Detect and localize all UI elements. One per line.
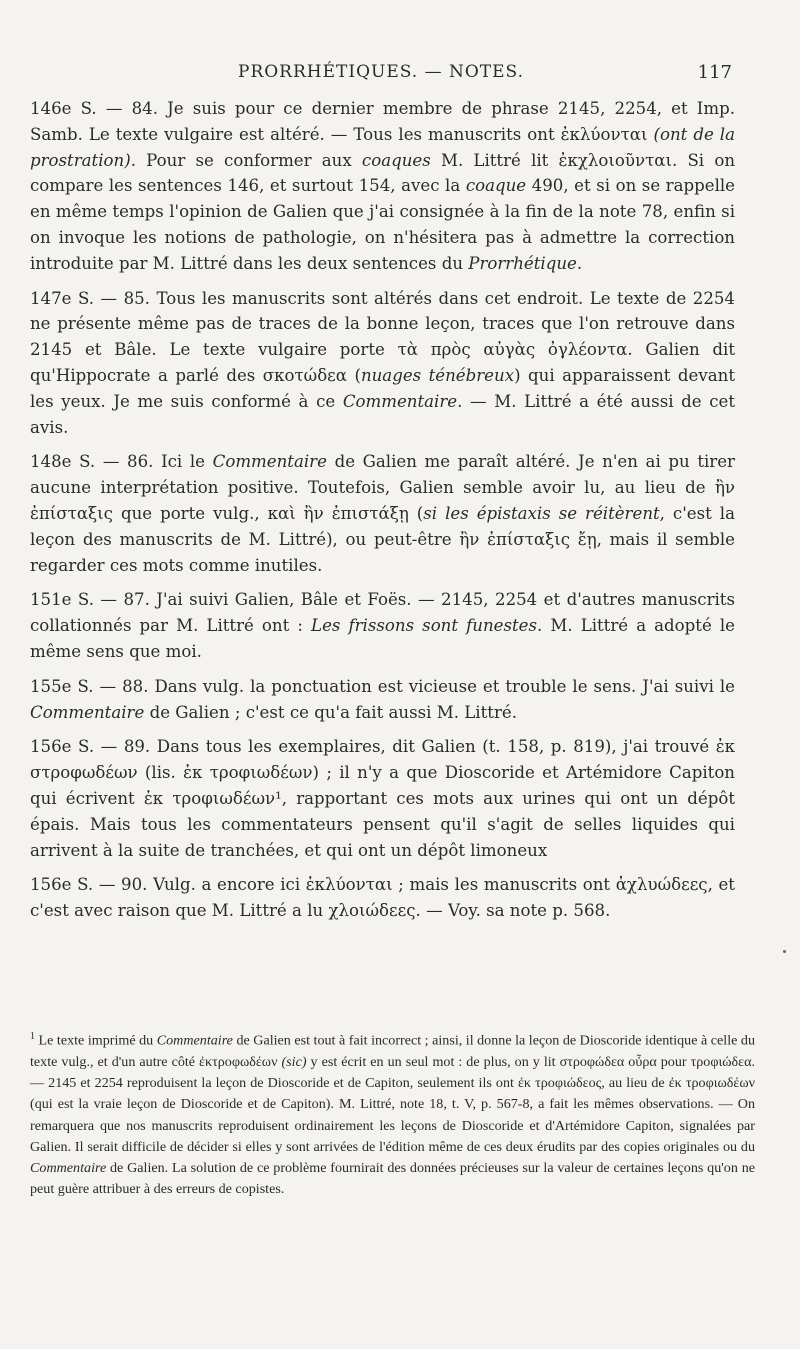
- italic-text: Commentaire: [30, 702, 145, 722]
- italic-text: Commentaire: [156, 1032, 233, 1049]
- page-header: [30, 62, 732, 86]
- note-87: [30, 587, 735, 664]
- text-run: Vulg. a encore ici ἐκλύονται ; mais les manuscrits ont ἀχλυώδεες, et c'est avec raison que M. Littré a lu χλοιώδεες. — Voy. sa note p. 568.: [30, 875, 735, 921]
- note-84: [30, 96, 735, 277]
- text-run: .: [576, 253, 583, 273]
- text-run: ) qui apparaissent devant les yeux. Je me suis conformé à ce: [30, 365, 735, 411]
- text-run: . — M. Littré a été aussi de cet avis.: [30, 391, 735, 437]
- note-reference: 156e S. — 90.: [30, 875, 148, 895]
- text-run: , c'est la leçon des manuscrits de M. Littré), ou peut-être ἢν ἐπίσταξις ἔῃ, mais il semble regarder ces mots comme inutiles.: [30, 503, 735, 575]
- note-90: [30, 872, 735, 924]
- text-run: . M. Littré a adopté le même sens que moi.: [30, 616, 735, 661]
- note-reference: 146e S. — 84.: [30, 99, 158, 118]
- text-run: de Galien. La solution de ce problème fournirait des données précieuses sur la valeur de certaines leçons qu'on ne peut guère attribuer à des erreurs de copistes.: [30, 1159, 755, 1198]
- text-run: de Galien est tout à fait incorrect ; ainsi, il donne la leçon de Dioscoride identique à celle du texte vulg., et d'un autre côté ἐκτροφωδέων: [30, 1032, 755, 1070]
- text-run: Tous les manuscrits sont altérés dans cet endroit. Le texte de 2254 ne présente même pas de traces de la bonne leçon, traces que l'on retrouve dans 2145 et Bâle. Le texte vulgaire porte τὰ πρὸς αὐγὰς ὀγλέοντα. Galien dit qu'Hippocrate a parlé des σκοτώδεα (: [30, 288, 735, 385]
- italic-text: nuages ténébreux: [360, 365, 515, 385]
- text-run: de Galien me paraît altéré. Je n'en ai pu tirer aucune interprétation positive. Toutefois, Galien semble avoir lu, au lieu de ἢν ἐπίσταξις que porte vulg., καὶ ἢν ἐπιστάξῃ (: [30, 452, 735, 523]
- text-run: . Pour se conformer aux: [130, 150, 362, 170]
- note-89: [30, 734, 735, 863]
- text-run: Le texte imprimé du: [35, 1032, 157, 1049]
- text-run: Dans tous les exemplaires, dit Galien (t. 158, p. 819), j'ai trouvé ἐκ στροφωδέων (lis. ἐκ τροφιωδέων) ; il n'y a que Dioscoride et Artémidore Capiton qui écrivent ἐκ τροφιωδέων¹, rapportant ces mots aux urines qui ont un dépôt épais. Mais tous les commentateurs pensent qu'il s'agit de selles liquides qui arrivent à la suite de tranchées, et qui ont un dépôt limoneux: [30, 737, 735, 860]
- italic-text: Les frissons sont funestes: [311, 616, 537, 636]
- note-reference: 148e S. — 86.: [30, 452, 154, 472]
- text-run: 490, et si on se rappelle en même temps l'opinion de Galien que j'ai consignée à la fin de la note 78, enfin si on invoque les notions de pathologie, on n'hésitera pas à admettre la correction introduite par M. Littré dans les deux sentences du: [30, 176, 736, 273]
- footnote-mark: 1: [30, 1031, 35, 1042]
- italic-text: (sic): [281, 1053, 307, 1070]
- note-reference: 151e S. — 87.: [30, 590, 150, 610]
- note-reference: 156e S. — 89.: [30, 737, 151, 757]
- notes-body: [30, 96, 735, 933]
- italic-text: Commentaire: [30, 1159, 107, 1176]
- footnote-1: [30, 1026, 755, 1200]
- scan-speck: [783, 950, 786, 953]
- text-run: M. Littré lit ἐκχλοιοῦνται. Si on compare les sentences 146, et surtout 154, avec la: [30, 150, 736, 196]
- italic-text: coaque: [465, 176, 527, 196]
- text-run: de Galien ; c'est ce qu'a fait aussi M. Littré.: [144, 702, 517, 722]
- running-title: PRORRHÉTIQUES. — NOTES.: [238, 62, 524, 82]
- italic-text: Commentaire: [342, 391, 458, 411]
- note-85: [30, 286, 735, 441]
- italic-text: Prorrhétique: [468, 253, 577, 273]
- italic-text: coaques: [361, 150, 431, 170]
- note-reference: 147e S. — 85.: [30, 288, 150, 308]
- note-reference: 155e S. — 88.: [30, 676, 149, 696]
- italic-text: si les épistaxis se réitèrent: [423, 503, 660, 523]
- footnotes: [30, 1026, 755, 1200]
- note-88: [30, 674, 735, 726]
- text-run: J'ai suivi Galien, Bâle et Foës. — 2145, 2254 et d'autres manuscrits collationnés par M. Littré ont :: [30, 590, 735, 636]
- italic-text: Commentaire: [212, 452, 327, 472]
- footnote-text: [30, 1033, 755, 1197]
- text-run: Dans vulg. la ponctuation est vicieuse et trouble le sens. J'ai suivi le: [148, 676, 736, 696]
- italic-text: (ont de la prostration): [30, 124, 736, 170]
- text-run: Ici le: [153, 452, 213, 472]
- text-run: y est écrit en un seul mot : de plus, on y lit στροφώδεα οὖρα pour τροφιώδεα. — 2145 et 2254 reproduisent la leçon de Dioscoride et de Capiton, seulement ils ont ἐκ τροφιώδεος, au lieu de ἐκ τροφιωδέων (qui est la vraie leçon de Dioscoride et de Capiton). M. Littré, note 18, t. V, p. 567-8, a fait les mêmes observations. — On remarquera que nos manuscrits reproduisent ordinairement les leçons de Dioscoride et d'Artémidore Capiton, signalées par Galien. Il serait difficile de décider si elles y sont arrivées de l'édition même de ces deux érudits par des copies originales ou du: [30, 1053, 756, 1155]
- note-86: [30, 449, 735, 578]
- page-number: 117: [697, 62, 732, 83]
- text-run: Je suis pour ce dernier membre de phrase 2145, 2254, et Imp. Samb. Le texte vulgaire est altéré. — Tous les manuscrits ont ἐκλύονται: [30, 99, 735, 144]
